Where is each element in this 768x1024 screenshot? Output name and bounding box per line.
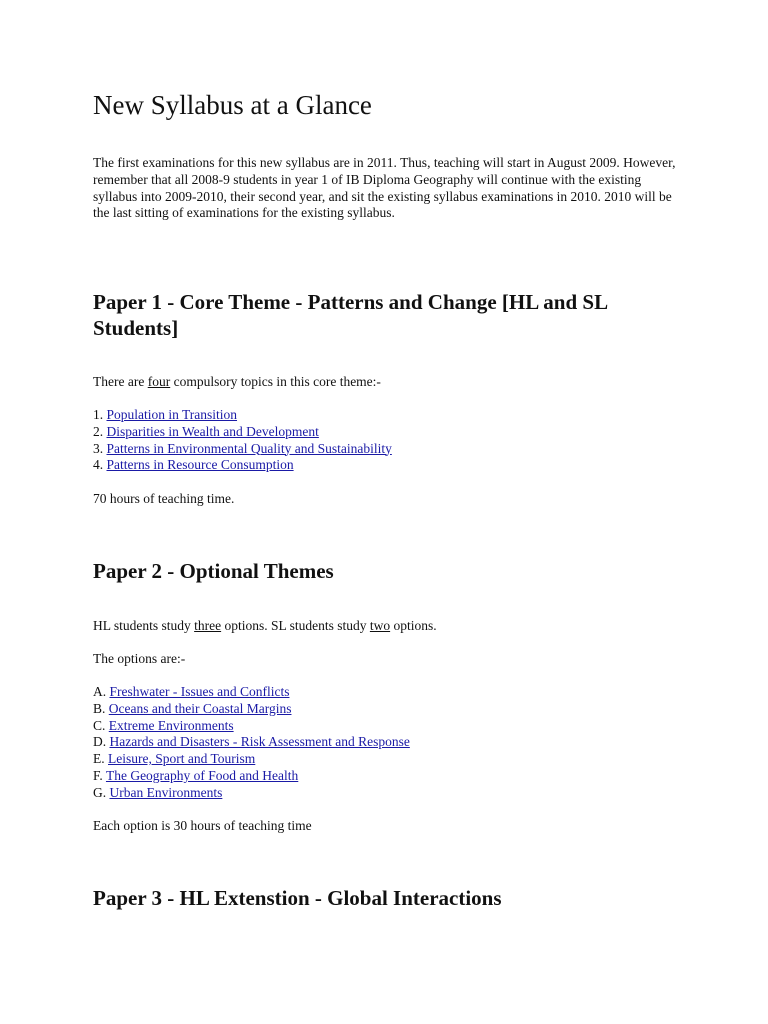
list-item-marker: A. bbox=[93, 684, 107, 699]
list-item-marker: F. bbox=[93, 767, 103, 783]
option-link-food-health[interactable]: The Geography of Food and Health bbox=[105, 767, 299, 783]
list-item bbox=[93, 734, 410, 751]
list-item-marker: D. bbox=[93, 734, 107, 750]
paper1-lead-emphasis: four bbox=[147, 374, 171, 389]
topic-link-resource-consumption[interactable]: Patterns in Resource Consumption bbox=[106, 457, 294, 473]
sl-option-count: two bbox=[369, 618, 391, 633]
paper2-study-text-3: options. bbox=[390, 618, 437, 633]
list-item-marker: 3. bbox=[93, 440, 104, 456]
list-item-marker: E. bbox=[93, 751, 105, 767]
topic-link-disparities[interactable]: Disparities in Wealth and Development bbox=[106, 423, 319, 439]
list-item bbox=[93, 718, 410, 735]
list-item bbox=[93, 424, 392, 441]
paper1-hours: 70 hours of teaching time. bbox=[93, 491, 235, 506]
list-item-marker: B. bbox=[93, 700, 106, 716]
list-item-marker: 2. bbox=[93, 423, 104, 439]
list-item bbox=[93, 457, 392, 474]
list-item-marker: G. bbox=[93, 784, 107, 800]
list-item-marker: C. bbox=[93, 717, 106, 733]
option-link-extreme-environments[interactable]: Extreme Environments bbox=[108, 717, 234, 733]
paper2-options-intro: The options are:- bbox=[93, 651, 186, 666]
list-item bbox=[93, 684, 410, 701]
option-link-oceans[interactable]: Oceans and their Coastal Margins bbox=[108, 700, 292, 716]
paper1-lead-after: compulsory topics in this core theme:- bbox=[170, 374, 381, 389]
paper2-option-list bbox=[93, 684, 410, 802]
paper2-study-text-2: options. SL students study bbox=[221, 618, 370, 633]
option-link-urban[interactable]: Urban Environments bbox=[109, 784, 223, 800]
paper1-heading: Paper 1 - Core Theme - Patterns and Change [HL and SL Students] bbox=[93, 290, 607, 340]
paper2-study-line bbox=[93, 618, 437, 635]
topic-link-environmental-quality[interactable]: Patterns in Environmental Quality and Sustainability bbox=[106, 440, 392, 456]
paper1-topic-list bbox=[93, 407, 392, 474]
hl-option-count: three bbox=[194, 618, 222, 633]
list-item bbox=[93, 701, 410, 718]
option-link-leisure[interactable]: Leisure, Sport and Tourism bbox=[108, 751, 256, 767]
paper1-lead bbox=[93, 374, 381, 391]
topic-link-population[interactable]: Population in Transition bbox=[106, 407, 238, 422]
list-item bbox=[93, 785, 410, 802]
paper1-lead-before: There are bbox=[93, 374, 148, 389]
list-item bbox=[93, 751, 410, 768]
paper2-study-text-1: HL students study bbox=[93, 618, 195, 633]
list-item-marker: 1. bbox=[93, 407, 104, 422]
list-item bbox=[93, 768, 410, 785]
option-link-freshwater[interactable]: Freshwater - Issues and Conflicts bbox=[109, 684, 290, 699]
page-title: New Syllabus at a Glance bbox=[93, 90, 372, 120]
list-item bbox=[93, 441, 392, 458]
list-item bbox=[93, 407, 392, 424]
intro-paragraph: The first examinations for this new syllabus are in 2011. Thus, teaching will start in August 2009. However, remember that all 2008-9 students in year 1 of IB Diploma Geography will continue with the existing syllabus into 2009-2010, their second year, and sit the existing syllabus examinations in 2010. 2010 will be the last sitting of examinations for the existing syllabus. bbox=[93, 155, 676, 221]
option-link-hazards[interactable]: Hazards and Disasters - Risk Assessment and Response bbox=[109, 734, 410, 750]
paper2-hours: Each option is 30 hours of teaching time bbox=[93, 818, 312, 833]
list-item-marker: 4. bbox=[93, 457, 104, 473]
paper3-heading: Paper 3 - HL Extenstion - Global Interactions bbox=[93, 886, 502, 910]
paper2-heading: Paper 2 - Optional Themes bbox=[93, 559, 334, 583]
